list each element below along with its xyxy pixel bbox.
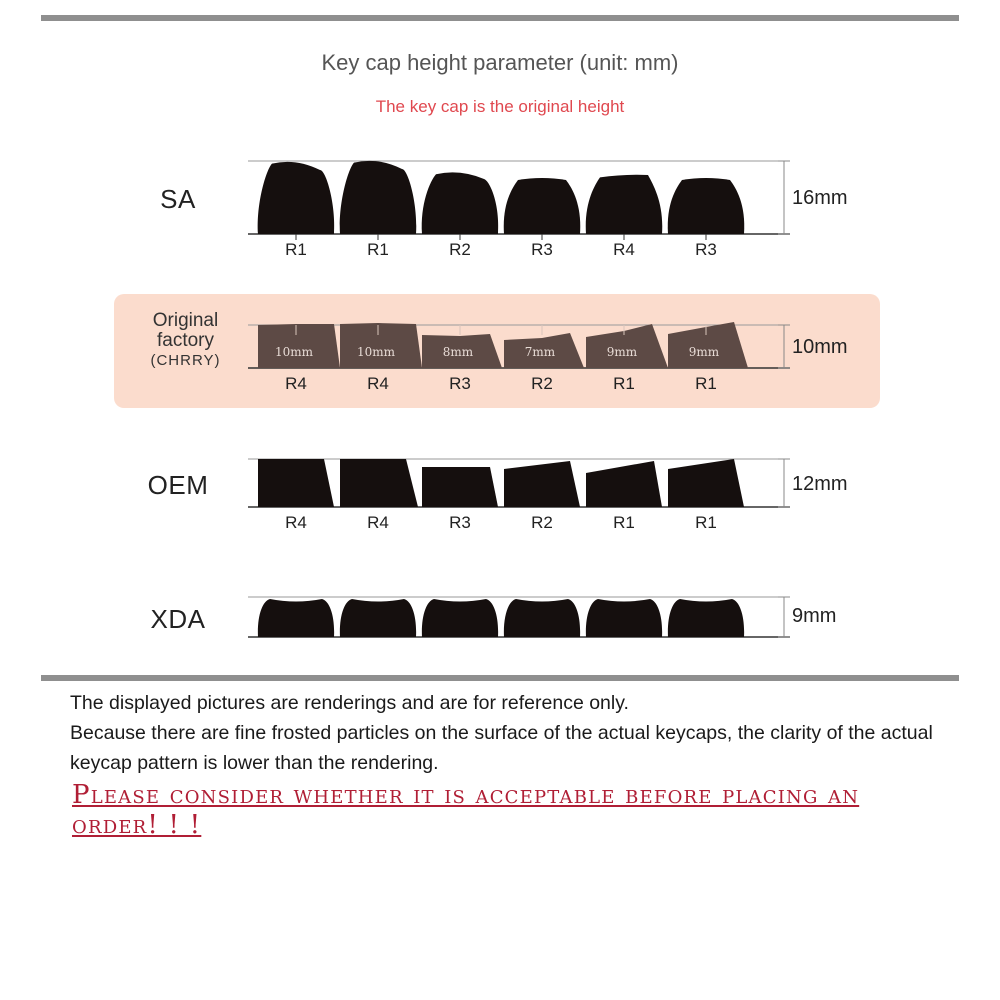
oem-row-label: R1 — [695, 513, 717, 532]
sa-keycap — [668, 178, 745, 234]
disclaimer-line1: The displayed pictures are renderings and are for reference only. — [70, 692, 629, 714]
oem-keycap — [668, 459, 744, 507]
oem-row-label: R3 — [449, 513, 471, 532]
oem-keycap — [340, 459, 418, 507]
page-subtitle: The key cap is the original height — [375, 97, 625, 116]
factory-row-label: R1 — [613, 374, 635, 393]
factory-row-label: R4 — [285, 374, 307, 393]
sa-row-label: R1 — [285, 240, 307, 259]
sa-keycap — [504, 178, 581, 234]
factory-keycap-height-label: 7mm — [524, 345, 556, 359]
factory-row-label: R3 — [449, 374, 471, 393]
factory-keycap-height-label: 8mm — [442, 345, 474, 359]
sa-row-label: R3 — [531, 240, 553, 259]
sa-keycap — [258, 162, 335, 234]
factory-row-label: R2 — [531, 374, 553, 393]
order-warning: Please consider whether it is acceptable before placing an order! ! ! — [72, 780, 860, 840]
sa-keycap — [586, 175, 663, 234]
oem-row-label: R2 — [531, 513, 553, 532]
sa-row-label: R2 — [449, 240, 471, 259]
xda-keycap — [258, 599, 334, 637]
factory-keycap-height-label: 10mm — [274, 345, 314, 359]
height-label-xda: 9mm — [792, 605, 837, 627]
sa-row-label: R3 — [695, 240, 717, 259]
height-label-sa: 16mm — [792, 187, 848, 209]
disclaimer-text — [70, 688, 970, 778]
height-label-oem: 12mm — [792, 473, 848, 495]
sa-row-group — [248, 161, 790, 259]
factory-keycap-height-label: 9mm — [688, 345, 720, 359]
factory-keycap-height-label: 9mm — [606, 345, 638, 359]
xda-keycap — [586, 599, 662, 637]
sa-keycap — [340, 161, 417, 234]
xda-keycap — [668, 599, 744, 637]
factory-row-label: R4 — [367, 374, 389, 393]
sa-keycap — [422, 172, 499, 234]
page-title: Key cap height parameter (unit: mm) — [321, 50, 679, 75]
xda-row-group — [248, 597, 790, 637]
factory-row-label: R1 — [695, 374, 717, 393]
xda-keycap — [340, 599, 416, 637]
sa-row-label: R4 — [613, 240, 635, 259]
bottom-divider — [41, 675, 959, 681]
xda-keycap — [422, 599, 498, 637]
oem-row-label: R1 — [613, 513, 635, 532]
factory-label-line1: Original — [152, 310, 219, 331]
profile-label-oem: OEM — [147, 470, 209, 500]
factory-row-group — [248, 322, 790, 393]
oem-row-label: R4 — [285, 513, 307, 532]
oem-keycap — [504, 461, 580, 507]
disclaimer-line2: Because there are fine frosted particles on the surface of the actual keycaps, the clarity of the actual keycap pattern is lower than the rendering. — [70, 722, 933, 774]
profile-label-sa: SA — [160, 184, 196, 214]
oem-keycap — [258, 459, 334, 507]
oem-row-group — [248, 459, 790, 532]
factory-keycap-height-label: 10mm — [356, 345, 396, 359]
height-label-factory: 10mm — [792, 336, 848, 358]
oem-keycap — [422, 467, 498, 507]
profile-label-xda: XDA — [150, 604, 206, 634]
factory-label-line2: factory — [156, 330, 215, 351]
sa-row-label: R1 — [367, 240, 389, 259]
xda-keycap — [504, 599, 580, 637]
oem-keycap — [586, 461, 662, 507]
factory-label-line3: (CHRRY) — [150, 352, 221, 369]
oem-row-label: R4 — [367, 513, 389, 532]
